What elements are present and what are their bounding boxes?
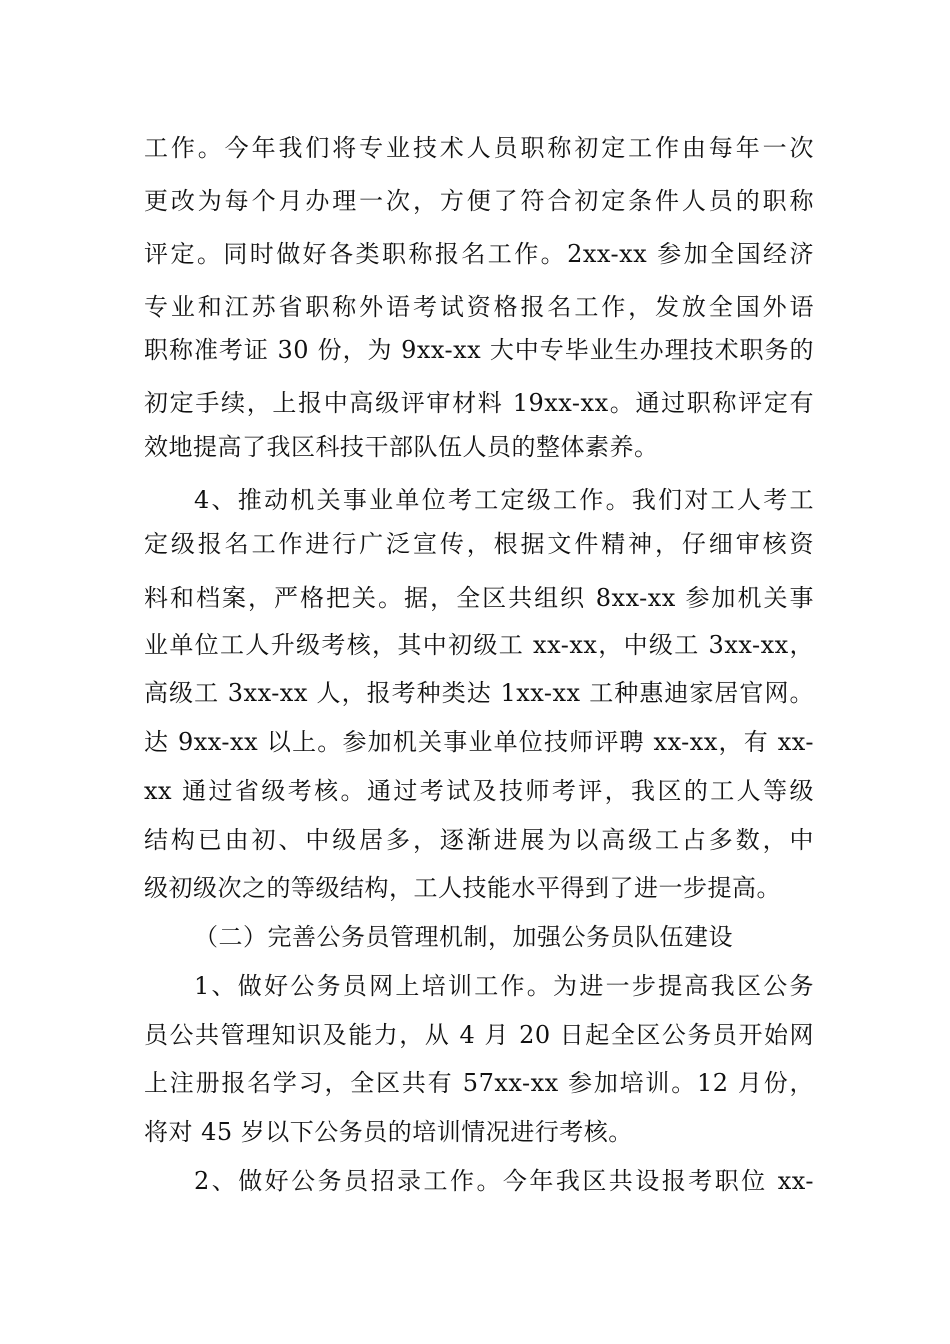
section-heading: （二）完善公务员管理机制，加强公务员队伍建设 (194, 923, 733, 951)
text-line: 级初级次之的等级结构，工人技能水平得到了进一步提高。 (144, 874, 781, 902)
text-line: 定级报名工作进行广泛宣传，根据文件精神，仔细审核资 (144, 530, 814, 558)
text-line: xx 通过省级考核。通过考试及技师考评，我区的工人等级 (144, 777, 814, 805)
text-line: 料和档案，严格把关。据，全区共组织 8xx-xx 参加机关事 (144, 584, 814, 612)
text-line: 结构已由初、中级居多，逐渐进展为以高级工占多数，中 (144, 826, 814, 854)
text-line: 将对 45 岁以下公务员的培训情况进行考核。 (144, 1118, 633, 1146)
text-line: 业单位工人升级考核，其中初级工 xx-xx，中级工 3xx-xx， (144, 631, 814, 659)
paragraph-start: 1、做好公务员网上培训工作。为进一步提高我区公务 (194, 972, 814, 1000)
text-line: 评定。同时做好各类职称报名工作。2xx-xx 参加全国经济 (144, 240, 814, 268)
text-line: 初定手续，上报中高级评审材料 19xx-xx。通过职称评定有 (144, 389, 814, 417)
text-line: 员公共管理知识及能力，从 4 月 20 日起全区公务员开始网 (144, 1021, 814, 1049)
text-line: 高级工 3xx-xx 人，报考种类达 1xx-xx 工种惠迪家居官网。 (144, 679, 814, 707)
text-line: 更改为每个月办理一次，方便了符合初定条件人员的职称 (144, 187, 814, 215)
text-line: 工作。今年我们将专业技术人员职称初定工作由每年一次 (144, 134, 814, 162)
text-line: 职称准考证 30 份，为 9xx-xx 大中专毕业生办理技术职务的 (144, 336, 814, 364)
text-line: 上注册报名学习，全区共有 57xx-xx 参加培训。12 月份， (144, 1069, 814, 1097)
text-line: 专业和江苏省职称外语考试资格报名工作，发放全国外语 (144, 293, 814, 321)
text-line: 效地提高了我区科技干部队伍人员的整体素养。 (144, 433, 659, 461)
text-line: 达 9xx-xx 以上。参加机关事业单位技师评聘 xx-xx，有 xx- (144, 728, 814, 756)
paragraph-start: 2、做好公务员招录工作。今年我区共设报考职位 xx- (194, 1167, 814, 1195)
paragraph-start: 4、推动机关事业单位考工定级工作。我们对工人考工 (194, 486, 814, 514)
